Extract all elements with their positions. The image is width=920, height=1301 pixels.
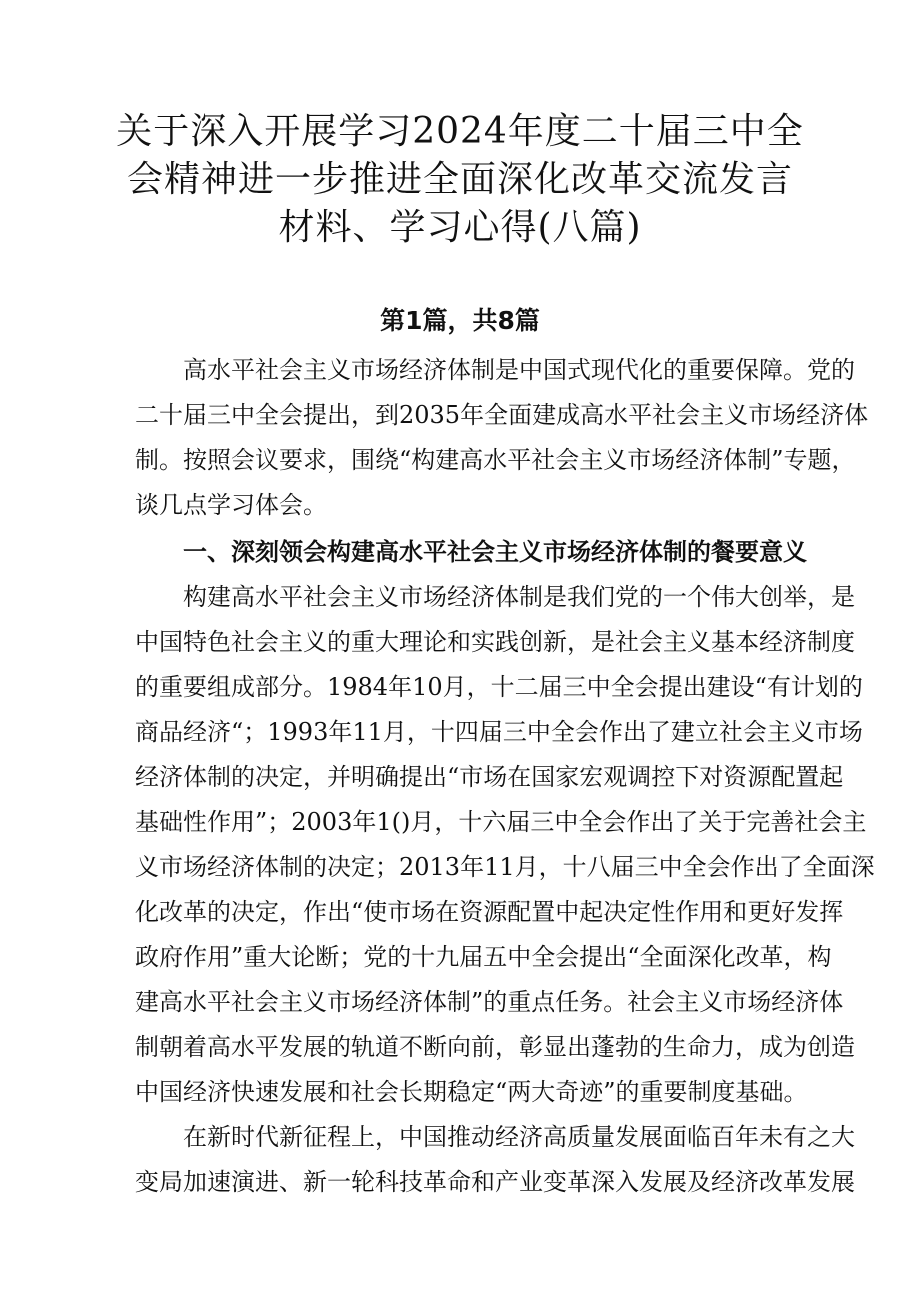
paragraph-line: 政府作用”重大论断；党的十九届五中全会提出“全面深化改革，构	[135, 943, 832, 971]
paragraph-line: 变局加速演进、新一轮科技革命和产业变革深入发展及经济改革发展	[135, 1168, 855, 1196]
paragraph-history	[135, 575, 875, 1115]
paragraph-line: 高水平社会主义市场经济体制是中国式现代化的重要保障。党的	[183, 356, 855, 384]
paragraph-line: 基础性作用”；2003年1()月，十六届三中全会作出了关于完善社会主	[135, 808, 867, 836]
paragraph-new-era	[135, 1115, 855, 1205]
paragraph-line: 二十届三中全会提出，到2035年全面建成高水平社会主义市场经济体	[135, 401, 869, 429]
title-line: 会精神进一步推进全面深化改革交流发言	[126, 159, 793, 200]
paragraph-line: 构建高水平社会主义市场经济体制是我们党的一个伟大创举，是	[183, 583, 855, 611]
paragraph-line: 的重要组成部分。1984年10月，十二届三中全会提出建设“有计划的	[135, 673, 863, 701]
title-line: 材料、学习心得(八篇)	[278, 207, 642, 248]
paragraph-line: 谈几点学习体会。	[135, 491, 327, 519]
section-heading: 一、深刻领会构建高水平社会主义市场经济体制的餐要意义	[183, 538, 807, 566]
paragraph-line: 中国经济快速发展和社会长期稳定“两大奇迹”的重要制度基础。	[135, 1078, 808, 1106]
section-count: 第1篇，共8篇	[380, 306, 540, 335]
paragraph-line: 制。按照会议要求，围绕“构建高水平社会主义市场经济体制”专题，	[135, 446, 856, 474]
document-title	[100, 108, 820, 252]
paragraph-intro	[135, 348, 869, 528]
paragraph-line: 建高水平社会主义市场经济体制”的重点任务。社会主义市场经济体	[135, 988, 844, 1016]
paragraph-line: 制朝着高水平发展的轨道不断向前，彰显出蓬勃的生命力，成为创造	[135, 1033, 855, 1061]
title-line: 关于深入开展学习2024年度二十届三中全	[116, 111, 804, 152]
paragraph-line: 商品经济“；1993年11月，十四届三中全会作出了建立社会主义市场	[135, 718, 863, 746]
paragraph-line: 经济体制的决定，并明确提出“市场在国家宏观调控下对资源配置起	[135, 763, 844, 791]
paragraph-line: 中国特色社会主义的重大理论和实践创新，是社会主义基本经济制度	[135, 628, 855, 656]
paragraph-line: 义市场经济体制的决定；2013年11月，十八届三中全会作出了全面深	[135, 853, 875, 881]
paragraph-line: 化改革的决定，作出“使市场在资源配置中起决定性作用和更好发挥	[135, 898, 844, 926]
paragraph-line: 在新时代新征程上，中国推动经济高质量发展面临百年未有之大	[183, 1123, 855, 1151]
